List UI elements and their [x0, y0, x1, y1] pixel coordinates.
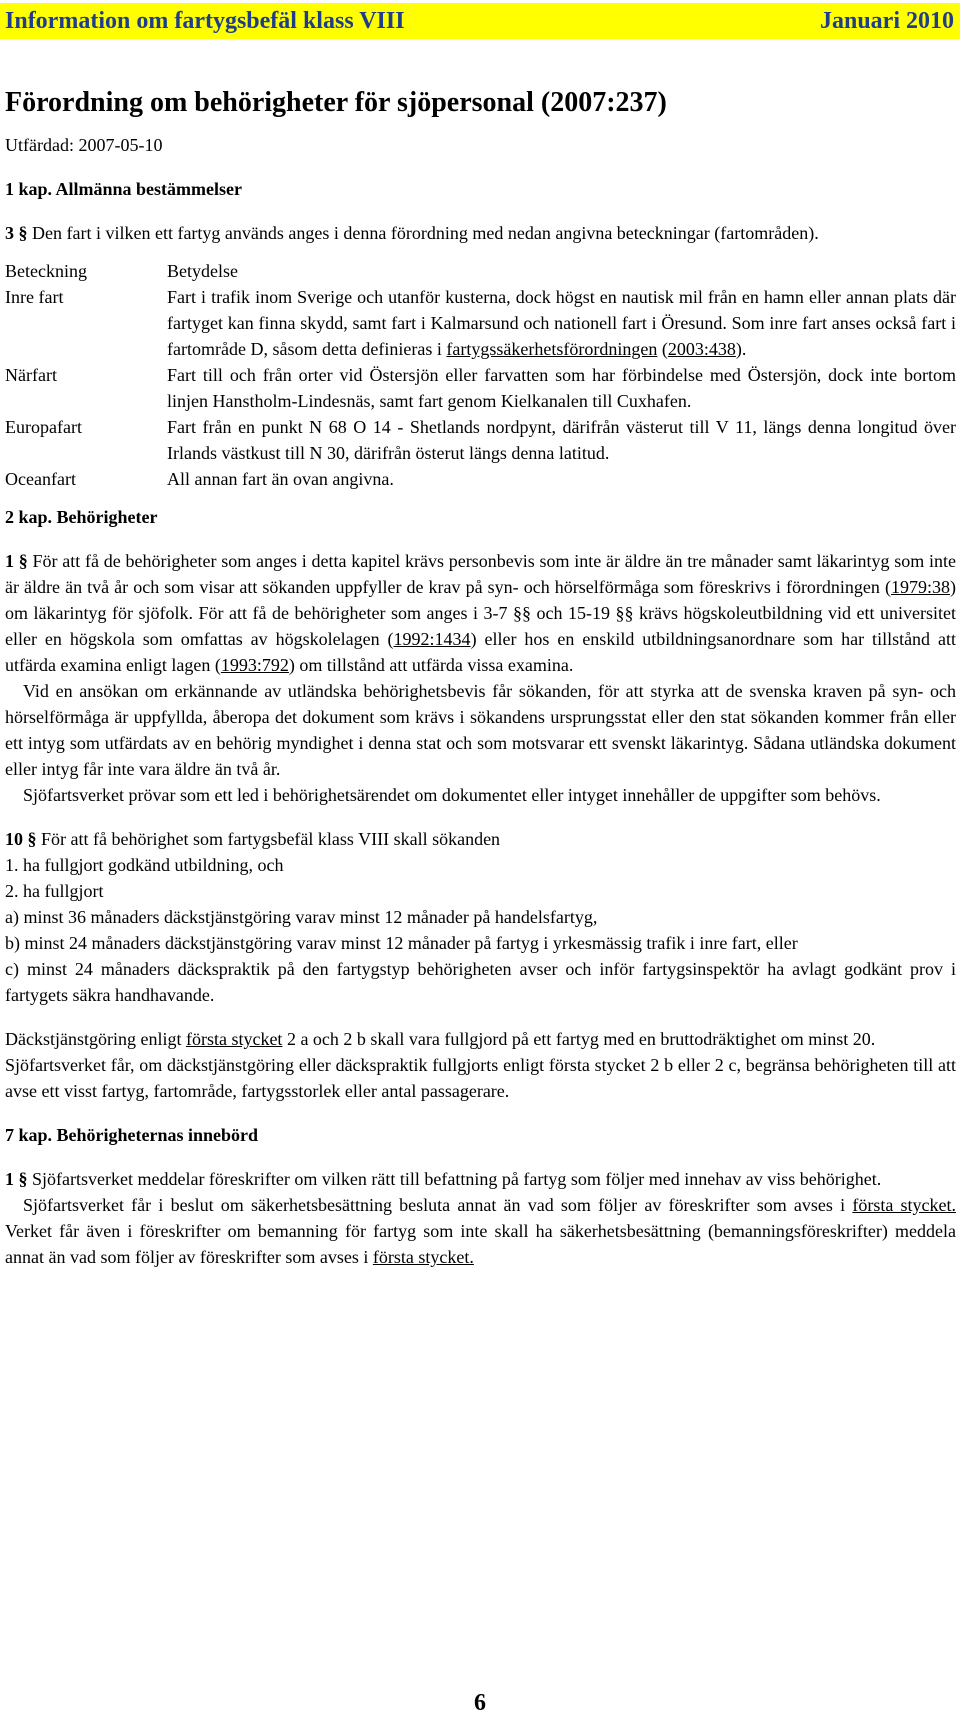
link-fartygssakerhetsforordningen[interactable]: fartygssäkerhetsförordningen — [446, 339, 658, 359]
meaning-text: ( — [657, 339, 668, 359]
column-header-meaning: Betydelse — [167, 261, 238, 281]
document-body — [5, 60, 956, 1270]
kap2-paragraph-10-stycke-3: Sjöfartsverket får, om däckstjänstgöring eller däckspraktik fullgjorts enligt första stycket 2 b eller 2 c, begränsa behörigheten till att avse ett visst fartyg, fartområde, fartygsstorlek eller antal passagerare. — [5, 1055, 956, 1101]
paragraph-text: ) om läkarintyg för sjöfolk. För att få de behörigheter som anges i 3-7 §§ och 15-19 §§ krävs högskoleutbildning vid ett universitet eller en högskola som omfattas av högskolelagen ( — [5, 577, 956, 649]
kap7-paragraph-1-stycke-2 — [5, 1192, 956, 1270]
kap2-paragraph-1-stycke-3: Sjöfartsverket prövar som ett led i behörighetsärendet om dokumentet eller intyget innehåller de uppgifter som behövs. — [23, 785, 881, 805]
paragraph-text: Verket får även i föreskrifter om bemanning för fartyg som inte skall ha säkerhetsbesättning (bemanningsföreskrifter) meddela annat än vad som följer av föreskrifter som avses i — [5, 1221, 956, 1267]
link-1992-1434[interactable]: 1992:1434 — [393, 629, 471, 649]
kap2-paragraph-1 — [5, 548, 956, 678]
meaning-cell: Fart från en punkt N 68 O 14 - Shetlands nordpynt, därifrån västerut till V 11, längs denna longitud över Irlands västkust till N 30, därifrån österut längs denna latitud. — [167, 417, 956, 463]
chapter-2-heading: 2 kap. Behörigheter — [5, 507, 158, 527]
meaning-text: ). — [735, 339, 747, 359]
paragraph-text: För att få de behörigheter som anges i detta kapitel krävs personbevis som inte är äldre än tre månader samt läkarintyg som inte är äldre än två år och som visar att sökanden uppfyller de krav på syn- och hörselförmåga som föreskrivs i förordningen ( — [5, 551, 956, 597]
column-header-term: Beteckning — [5, 261, 87, 281]
section-number: 1 § — [5, 551, 28, 571]
term-cell: Inre fart — [5, 287, 64, 307]
paragraph-text: För att få behörighet som fartygsbefäl klass VIII skall sökanden — [41, 829, 501, 849]
paragraph-text: Däckstjänstgöring enligt — [5, 1029, 186, 1049]
paragraph-text: Sjöfartsverket får i beslut om säkerhetsbesättning besluta annat än vad som följer av föreskrifter som avses i — [23, 1195, 853, 1215]
chapter-1-heading: 1 kap. Allmänna bestämmelser — [5, 179, 243, 199]
table-row — [5, 414, 956, 466]
chapter-7-heading: 7 kap. Behörigheternas innebörd — [5, 1125, 259, 1145]
link-1993-792[interactable]: 1993:792 — [220, 655, 289, 675]
fartomrade-table — [5, 258, 956, 492]
page-header — [0, 3, 960, 39]
page-number: 6 — [474, 1690, 486, 1716]
header-date: Januari 2010 — [819, 8, 954, 34]
meaning-cell: Fart till och från orter vid Östersjön eller farvatten som har förbindelse med Östersjön, dock inte bortom linjen Hanstholm-Lindesnäs, samt fart genom Kielkanalen till Cuxhafen. — [167, 365, 956, 411]
paragraph-text: ) om tillstånd att utfärda vissa examina. — [288, 655, 574, 675]
issued-date: Utfärdad: 2007-05-10 — [5, 135, 163, 155]
table-row — [5, 284, 956, 362]
kap1-paragraph-3 — [5, 220, 956, 246]
term-cell: Oceanfart — [5, 469, 76, 489]
term-cell: Närfart — [5, 365, 57, 385]
section-number: 10 § — [5, 829, 37, 849]
paragraph-text: Sjöfartsverket meddelar föreskrifter om vilken rätt till befattning på fartyg som följer med innehav av viss behörighet. — [32, 1169, 882, 1189]
link-forsta-stycket[interactable]: första stycket. — [372, 1247, 474, 1267]
kap2-paragraph-1-stycke-2: Vid en ansökan om erkännande av utländska behörighetsbevis får sökanden, för att styrka att de svenska kraven på syn- och hörselförmåga är uppfyllda, åberopa det dokument som krävs i sökandens ursprungsstat eller den stat sökanden kommer från eller ett intyg som utfärdats av en behörig myndighet i denna stat och som motsvarar ett svenskt läkarintyg. Sådana utländska dokument eller intyg får inte vara äldre än två år. — [5, 681, 956, 779]
table-row — [5, 466, 956, 492]
section-number: 1 § — [5, 1169, 28, 1189]
paragraph-text: 2 a och 2 b skall vara fullgjord på ett fartyg med en bruttodräktighet om minst 20. — [282, 1029, 876, 1049]
meaning-text: Fart i trafik inom Sverige och utanför kusterna, dock högst en nautisk mil från en hamn eller annan plats där fartyget kan finna skydd, samt fart i Kalmarsund och nationell fart i Öresund. Som inre fart anses också fart i fartområde D, såsom detta definieras i — [167, 287, 956, 359]
header-title: Information om fartygsbefäl klass VIII — [5, 8, 405, 34]
document-title: Förordning om behörigheter för sjöpersonal (2007:237) — [5, 87, 667, 118]
table-row — [5, 362, 956, 414]
list-item: b) minst 24 månaders däckstjänstgöring varav minst 12 månader på fartyg i yrkesmässig trafik i inre fart, eller — [5, 933, 798, 953]
paragraph-text: Den fart i vilken ett fartyg används anges i denna förordning med nedan angivna beteckningar (fartområden). — [32, 223, 819, 243]
list-item: a) minst 36 månaders däckstjänstgöring varav minst 12 månader på handelsfartyg, — [5, 907, 598, 927]
link-forsta-stycket[interactable]: första stycket. — [852, 1195, 957, 1215]
section-number: 3 § — [5, 223, 28, 243]
paragraph-text: ) eller hos en enskild utbildningsanordnare som har tillstånd att utfärda examina enligt lagen ( — [5, 629, 956, 675]
kap2-paragraph-10-stycke-2 — [5, 1026, 956, 1052]
term-cell: Europafart — [5, 417, 82, 437]
meaning-cell — [167, 284, 956, 362]
kap2-paragraph-10 — [5, 826, 956, 852]
kap7-paragraph-1 — [5, 1166, 956, 1192]
list-item: 1. ha fullgjort godkänd utbildning, och — [5, 855, 284, 875]
list-item: c) minst 24 månaders däckspraktik på den fartygstyp behörigheten avser och inför fartygsinspektör ha avlagt godkänt prov i fartygets säkra handhavande. — [5, 959, 956, 1005]
link-1979-38[interactable]: 1979:38 — [890, 577, 950, 597]
link-forsta-stycket[interactable]: första stycket — [185, 1029, 283, 1049]
list-item: 2. ha fullgjort — [5, 881, 104, 901]
table-header-row — [5, 258, 956, 284]
meaning-cell: All annan fart än ovan angivna. — [167, 469, 394, 489]
link-2003-438[interactable]: 2003:438 — [667, 339, 736, 359]
